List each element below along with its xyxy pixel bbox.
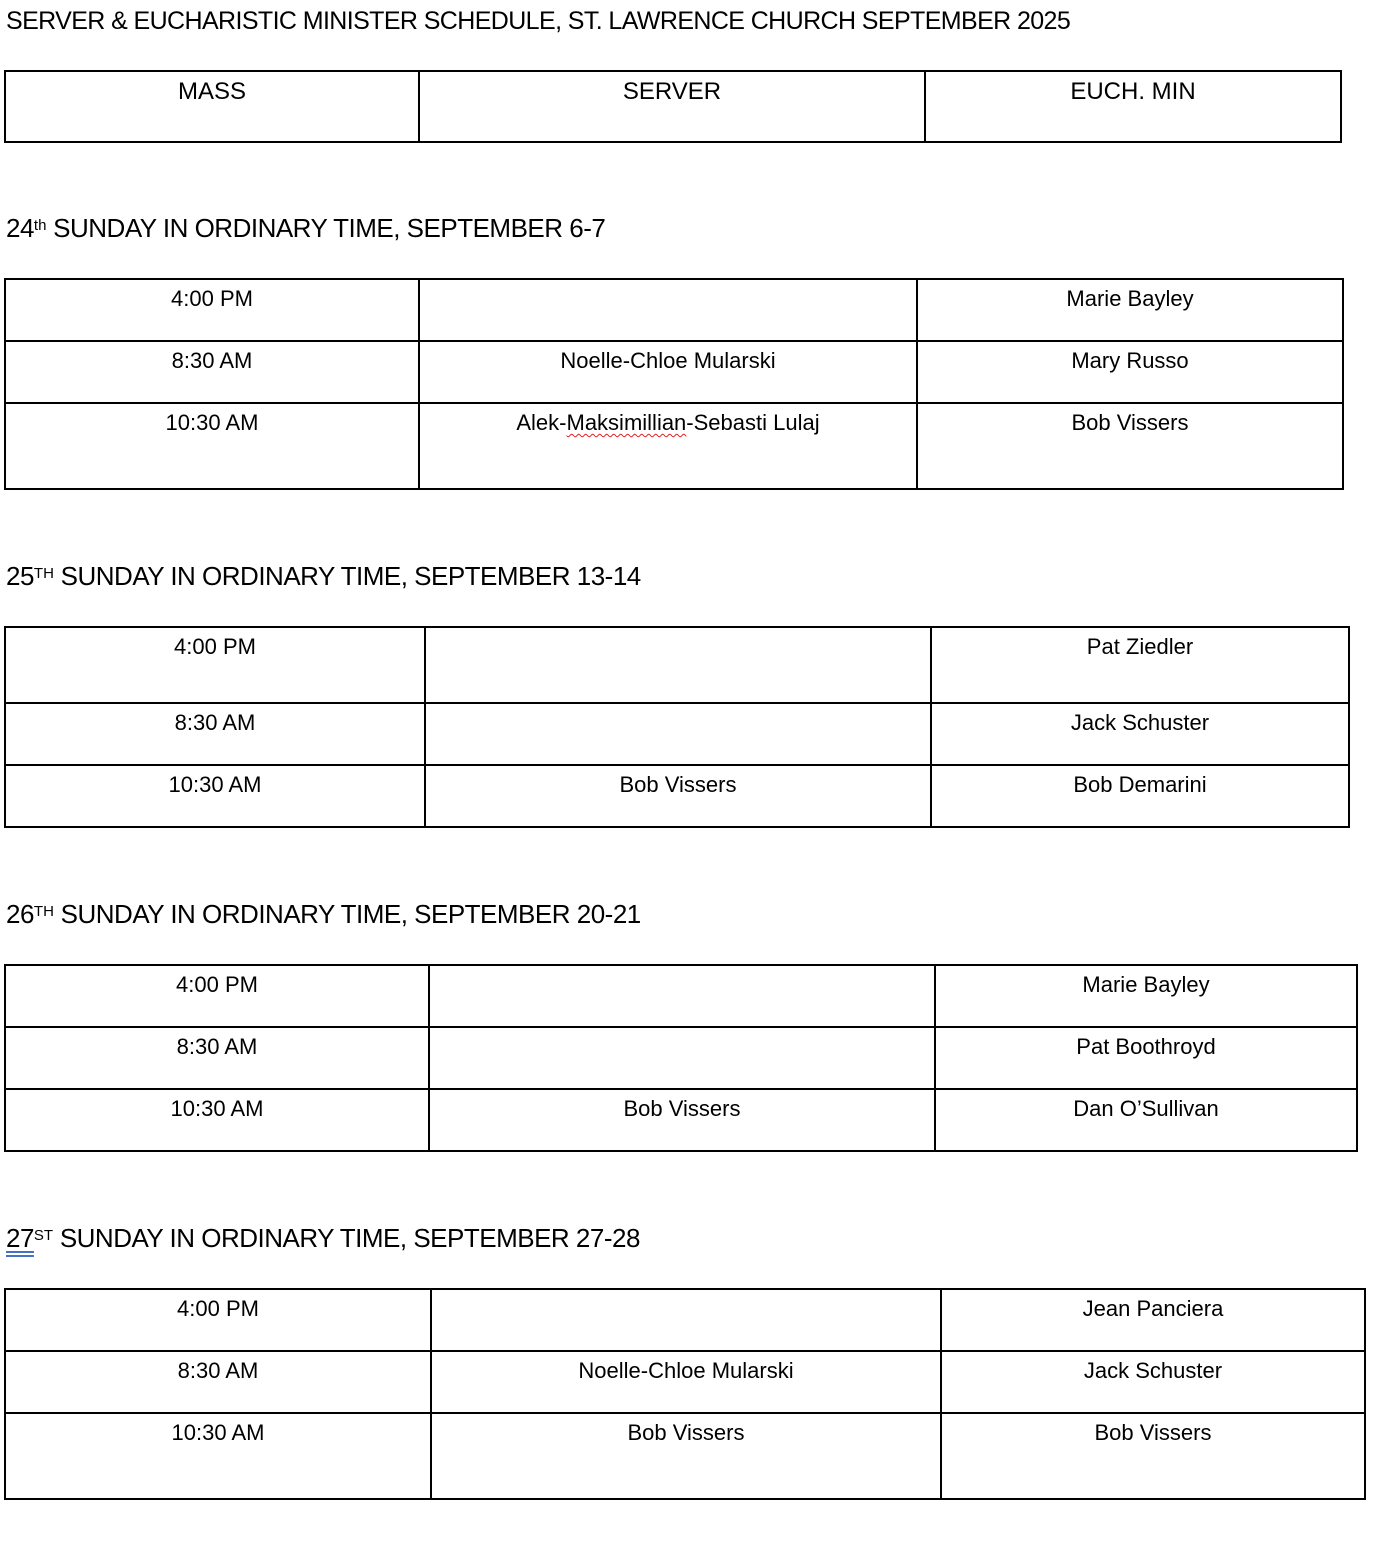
mass-time: 8:30 AM (176, 1034, 258, 1059)
mass-time-cell (5, 1089, 429, 1151)
mass-time: 4:00 PM (176, 972, 258, 997)
euch-min-name: Marie Bayley (1066, 286, 1194, 311)
header-cell-mass (5, 71, 419, 142)
mass-time: 4:00 PM (171, 286, 253, 311)
server-cell (431, 1413, 941, 1499)
server-cell (425, 703, 931, 765)
server-name: Bob Vissers (623, 1096, 741, 1121)
euch-min-name: Mary Russo (1071, 348, 1189, 373)
mass-time-cell (5, 1289, 431, 1351)
server-name (420, 404, 916, 436)
mass-time: 4:00 PM (174, 634, 256, 659)
mass-time-cell (5, 965, 429, 1027)
server-name (432, 1290, 940, 1296)
euch-min-name: Pat Boothroyd (1076, 1034, 1216, 1059)
server-cell (425, 765, 931, 827)
euch-min-cell (935, 1089, 1357, 1151)
server-name: Bob Vissers (627, 1420, 745, 1445)
schedule-table (4, 278, 1344, 490)
mass-time-cell (5, 341, 419, 403)
euch-min-cell (931, 703, 1349, 765)
table-row (5, 279, 1343, 341)
euch-min-cell (931, 765, 1349, 827)
mass-time: 10:30 AM (168, 772, 262, 797)
euch-min-cell (917, 403, 1343, 489)
server-cell (425, 627, 931, 703)
mass-time: 4:00 PM (177, 1296, 259, 1321)
euch-min-cell (935, 965, 1357, 1027)
mass-time-cell (5, 1413, 431, 1499)
euch-min-name: Dan O’Sullivan (1073, 1096, 1219, 1121)
server-name (420, 280, 916, 286)
document-title: SERVER & EUCHARISTIC MINISTER SCHEDULE, ST. LAWRENCE CHURCH SEPTEMBER 2025 (6, 7, 1071, 35)
header-euch-min-label: EUCH. MIN (1070, 78, 1196, 105)
server-cell (419, 279, 917, 341)
server-cell (431, 1289, 941, 1351)
server-cell (419, 341, 917, 403)
mass-time: 8:30 AM (171, 348, 253, 373)
server-cell (429, 965, 935, 1027)
euch-min-cell (935, 1027, 1357, 1089)
schedule-table (4, 964, 1358, 1152)
server-name-part: Alek- (516, 410, 567, 435)
table-row (5, 627, 1349, 703)
mass-time: 8:30 AM (177, 1358, 259, 1383)
euch-min-name: Jack Schuster (1070, 710, 1210, 735)
euch-min-cell (931, 627, 1349, 703)
mass-time: 10:30 AM (171, 1420, 265, 1445)
server-cell (431, 1351, 941, 1413)
header-cell-euch-min (925, 71, 1341, 142)
mass-time-cell (5, 403, 419, 489)
server-name (430, 966, 934, 972)
table-row (5, 765, 1349, 827)
section-ordinal-number: 24 (6, 213, 34, 243)
schedule-table (4, 626, 1350, 828)
section-ordinal-suffix: TH (33, 565, 54, 582)
euch-min-name: Marie Bayley (1082, 972, 1210, 997)
mass-time-cell (5, 627, 425, 703)
section-heading-text: SUNDAY IN ORDINARY TIME, SEPTEMBER 20-21 (53, 899, 641, 929)
server-name (426, 704, 930, 710)
table-row (5, 1089, 1357, 1151)
mass-time: 10:30 AM (170, 1096, 264, 1121)
spellcheck-flagged-word: Maksimillian (566, 410, 687, 435)
table-row (5, 965, 1357, 1027)
mass-time-cell (5, 703, 425, 765)
table-row (5, 403, 1343, 489)
mass-time: 10:30 AM (165, 410, 259, 435)
server-cell (419, 403, 917, 489)
euch-min-name: Bob Demarini (1073, 772, 1207, 797)
server-name: Bob Vissers (619, 772, 737, 797)
header-cell-server (419, 71, 925, 142)
section-ordinal-suffix: TH (33, 903, 54, 920)
server-name (430, 1028, 934, 1034)
section-ordinal-suffix: th (33, 217, 47, 234)
euch-min-cell (941, 1289, 1365, 1351)
section-heading (6, 1221, 640, 1255)
table-row (5, 703, 1349, 765)
section-heading-text: SUNDAY IN ORDINARY TIME, SEPTEMBER 27-28 (53, 1223, 640, 1253)
server-name: Noelle-Chloe Mularski (560, 348, 776, 373)
euch-min-name: Bob Vissers (1071, 410, 1189, 435)
section-ordinal-suffix: ST (33, 1227, 54, 1244)
mass-time-cell (5, 1027, 429, 1089)
server-name (426, 628, 930, 634)
header-mass-label: MASS (177, 78, 246, 105)
server-cell (429, 1089, 935, 1151)
header-server-label: SERVER (622, 78, 722, 105)
table-row (5, 1413, 1365, 1499)
section-heading-text: SUNDAY IN ORDINARY TIME, SEPTEMBER 13-14 (53, 561, 641, 591)
section-heading (6, 897, 641, 931)
mass-time: 8:30 AM (174, 710, 256, 735)
euch-min-name: Bob Vissers (1094, 1420, 1212, 1445)
euch-min-name: Pat Ziedler (1086, 634, 1194, 659)
mass-time-cell (5, 279, 419, 341)
table-row (5, 1351, 1365, 1413)
section-heading (6, 211, 605, 245)
euch-min-cell (941, 1351, 1365, 1413)
section-ordinal-number: 26 (6, 899, 34, 929)
euch-min-name: Jean Panciera (1082, 1296, 1224, 1321)
table-row (5, 1289, 1365, 1351)
euch-min-cell (941, 1413, 1365, 1499)
column-header-table (4, 70, 1342, 143)
mass-time-cell (5, 1351, 431, 1413)
euch-min-cell (917, 341, 1343, 403)
table-row (5, 341, 1343, 403)
server-name-part: -Sebasti Lulaj (686, 410, 820, 435)
section-ordinal-number: 25 (6, 561, 34, 591)
euch-min-cell (917, 279, 1343, 341)
table-row (5, 1027, 1357, 1089)
section-ordinal-number: 27 (6, 1223, 34, 1253)
server-cell (429, 1027, 935, 1089)
euch-min-name: Jack Schuster (1083, 1358, 1223, 1383)
server-name: Noelle-Chloe Mularski (578, 1358, 794, 1383)
mass-time-cell (5, 765, 425, 827)
schedule-table (4, 1288, 1366, 1500)
section-heading (6, 559, 641, 593)
section-heading-text: SUNDAY IN ORDINARY TIME, SEPTEMBER 6-7 (46, 213, 606, 243)
